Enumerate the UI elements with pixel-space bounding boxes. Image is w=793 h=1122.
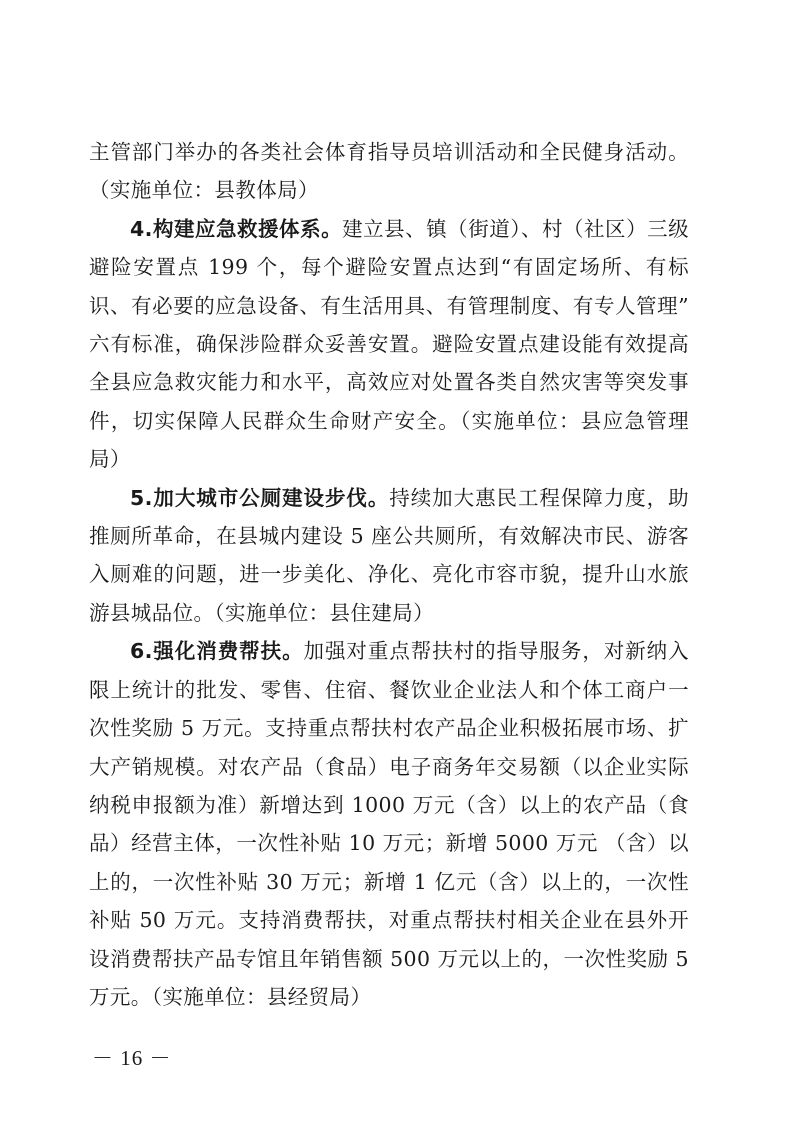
paragraph-continued <box>89 133 689 210</box>
paragraph-emergency-rescue <box>89 210 689 479</box>
paragraph-text: 加强对重点帮扶村的指导服务，对新纳入限上统计的批发、零售、住宿、餐饮业企业法人和个体工商户一次性奖励 5 万元。支持重点帮扶村农产品企业积极拓展市场、扩大产销规模。对农产品（食品）电子商务年交易额（以企业实际纳税申报额为准）新增达到 1000 万元（含）以上的农产品（食品）经营主体，一次性补贴 10 万元；新增 5000 万元 （含）以上的，一次性补贴 30 万元；新增 1 亿元（含）以上的，一次性补贴 50 万元。支持消费帮扶，对重点帮扶村相关企业在县外开设消费帮扶产品专馆且年销售额 500 万元以上的，一次性奖励 5 万元。（实施单位：县经贸局） <box>89 639 690 1009</box>
paragraph-text: 主管部门举办的各类社会体育指导员培训活动和全民健身活动。（实施单位：县教体局） <box>89 140 689 203</box>
document-body <box>89 133 689 1016</box>
paragraph-public-toilets <box>89 479 689 633</box>
paragraph-text: 持续加大惠民工程保障力度，助推厕所革命，在县城内建设 5 座公共厕所，有效解决市民、游客入厕难的问题，进一步美化、净化、亮化市容市貌，提升山水旅游县城品位。（实施单位：县住建局） <box>89 485 689 625</box>
paragraph-consumption-support <box>89 632 689 1016</box>
paragraph-text: 建立县、镇（街道）、村（社区）三级避险安置点 199 个，每个避险安置点达到“有固定场所、有标识、有必要的应急设备、有生活用具、有管理制度、有专人管理” 六有标准，确保涉险群众妥善安置。避险安置点建设能有效提高全县应急救灾能力和水平，高效应对处置各类自然灾害等突发事件，切实保障人民群众生命财产安全。（实施单位：县应急管理局） <box>89 216 689 472</box>
paragraph-heading: 5.加大城市公厕建设步伐。 <box>130 485 390 510</box>
paragraph-heading: 4.构建应急救援体系。 <box>130 216 343 241</box>
page-number: － 16 － <box>92 1046 172 1070</box>
paragraph-heading: 6.强化消费帮扶。 <box>130 639 304 664</box>
